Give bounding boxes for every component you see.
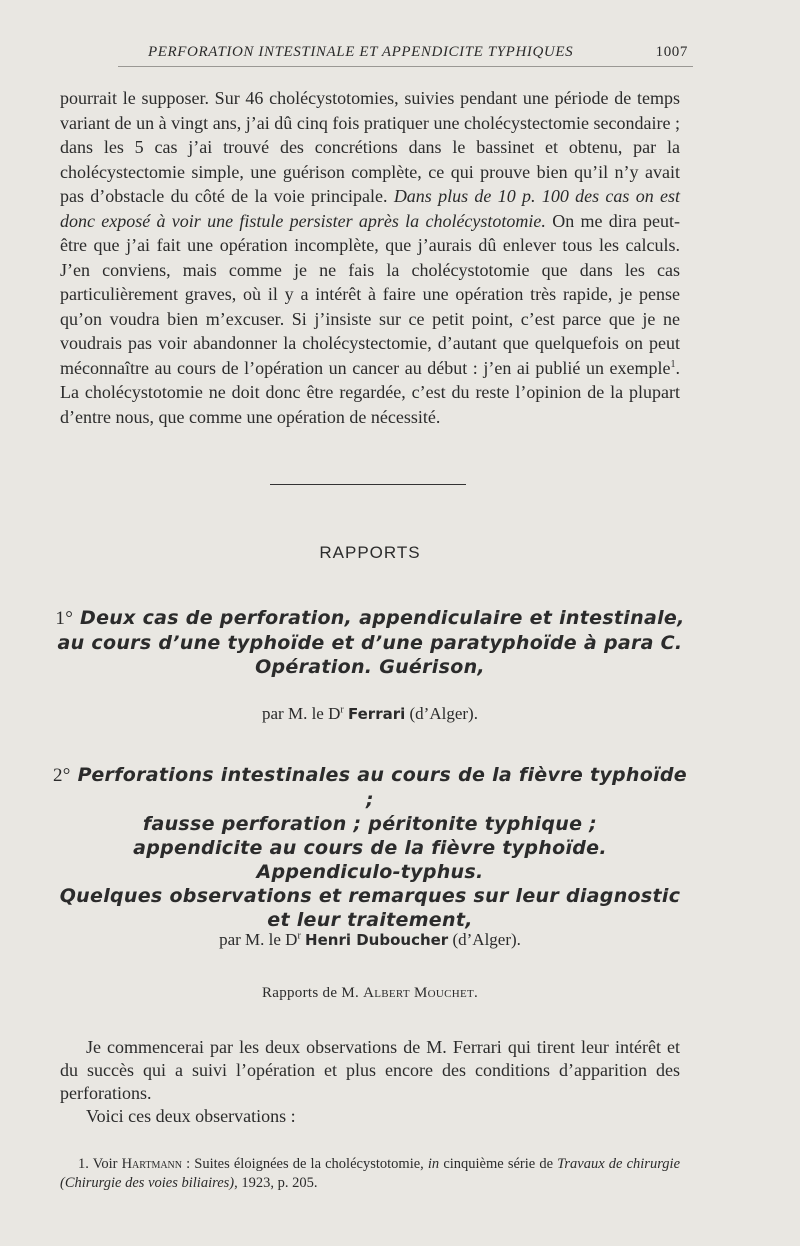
report2-title-line4: Appendiculo-typhus. (256, 861, 484, 883)
body-paragraph (60, 86, 680, 429)
body-text-part1: pourrait le supposer. Sur 46 cholécystotomies, suivies pendant une période de temps variant de un à vingt ans, j’ai dû cinq fois pratiquer une cholécystectomie secondaire ; dans les 5 cas j’ai trouvé des concrétions dans le bassinet et obtenu, par la cholécystectomie simple, une guérison complète, ce qui prouve bien qu’il n’y avait pas d’obstacle du côté de la voie principale. (60, 88, 680, 206)
footnote-in: in (427, 1156, 440, 1172)
report1-title (50, 606, 690, 679)
report2-title-line2: fausse perforation ; péritonite typhique ; (142, 813, 598, 835)
report1-author: Ferrari (347, 705, 406, 723)
reporter-name: Albert Mouchet. (363, 985, 479, 1001)
report1-title-line2: au cours d’une typhoïde et d’une paratyphoïde à para C. (57, 632, 683, 654)
report1-byline (0, 704, 740, 724)
body2-paragraph2: Voici ces deux observations : (86, 1106, 296, 1126)
footnote-author: Hartmann (121, 1156, 183, 1172)
report1-by-prefix: par M. le D (262, 704, 341, 723)
reporter-prefix: Rapports de M. (261, 985, 360, 1001)
body-text-part3: . La cholécystotomie ne doit donc être regardée, c’est du reste l’opinion de la plupart d’entre nous, que comme une opération de nécessité. (60, 357, 680, 427)
footnote-italic: Travaux de chirurgie (Chirurgie des voies biliaires) (60, 1156, 681, 1191)
header-rule (118, 66, 693, 67)
report2-number: 2° (52, 765, 71, 786)
report2-title-line1: Perforations intestinales au cours de la fièvre typhoïde ; (77, 764, 687, 811)
page-number: 1007 (655, 44, 688, 60)
report2-title-line6: et leur traitement, (267, 909, 473, 931)
report1-by-suffix: (d’Alger). (409, 704, 478, 723)
footnote-prefix: Voir (92, 1156, 118, 1172)
report1-title-line1: Deux cas de perforation, appendiculaire et intestinale, (80, 607, 685, 629)
body-paragraphs-2 (60, 1036, 680, 1128)
reporter-line (0, 985, 740, 1002)
body2-paragraph1: Je commencerai par les deux observations de M. Ferrari qui tirent leur intérêt et du succès qui a suivi l’opération et plus encore des conditions d’apparition des perforations. (60, 1037, 680, 1103)
report2-title-line5: Quelques observations et remarques sur leur diagnostic (59, 885, 681, 907)
footnote-reference: 1 (670, 358, 676, 370)
report2-title (50, 763, 690, 932)
report1-title-line3: Opération. Guérison, (255, 656, 485, 678)
section-divider (270, 484, 466, 485)
report2-by-sup: r (297, 930, 301, 942)
footnote-text3: , 1923, p. 205. (234, 1175, 318, 1191)
report2-by-suffix: (d’Alger). (452, 930, 521, 949)
body-text-part2: On me dira peut-être que j’ai fait une opération incomplète, que j’aurais dû enlever tous les calculs. J’en conviens, mais comme je ne fais la cholécystotomie que dans les cas particulièrement graves, où il y a intérêt à faire une opération très rapide, je pense qu’on voudra bien m’excuser. Si j’insiste sur ce petit point, c’est parce que je ne voudrais pas voir abandonner la cholécystectomie, d’autant que quelquefois on peut méconnaître au cours de l’opération un cancer au début : j’en ai publié un exemple (60, 210, 680, 378)
body-text-italic: Dans plus de 10 p. 100 des cas on est donc exposé à voir une fistule persister après la cholécystotomie. (60, 186, 681, 231)
report1-number: 1° (55, 608, 74, 629)
footnote-text2: cinquième série de (443, 1156, 554, 1172)
footnote (60, 1155, 680, 1193)
footnote-number: 1. (78, 1156, 89, 1172)
report2-author: Henri Duboucher (305, 931, 449, 949)
report2-title-line3: appendicite au cours de la fièvre typhoïde. (133, 837, 607, 859)
report2-by-prefix: par M. le D (219, 930, 298, 949)
section-title: RAPPORTS (319, 543, 421, 562)
report1-by-sup: r (340, 704, 344, 716)
running-title: PERFORATION INTESTINALE ET APPENDICITE TYPHIQUES (148, 44, 574, 60)
footnote-text1: : Suites éloignées de la cholécystotomie, (186, 1156, 424, 1172)
report2-byline (0, 930, 740, 950)
